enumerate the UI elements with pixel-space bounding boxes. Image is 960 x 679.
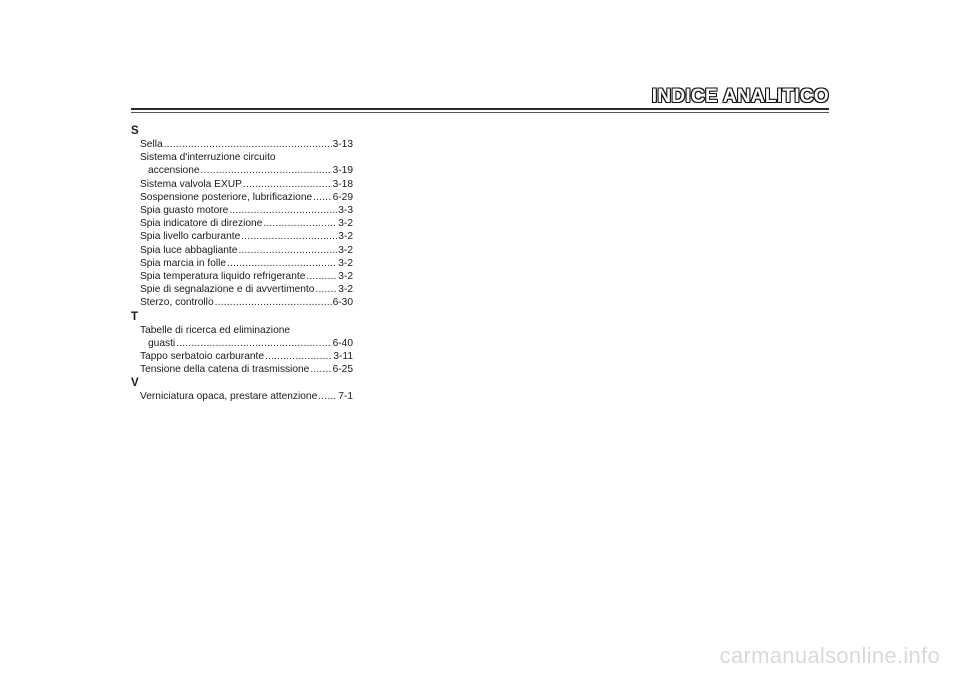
page-ref: 3-11 <box>333 351 353 363</box>
page-ref: 3-2 <box>338 244 353 256</box>
index-entry: Spie di segnalazione e di avvertimento ..... 3-2 <box>131 283 353 296</box>
page-ref: 6-29 <box>332 191 353 203</box>
index-entry: Tensione della catena di trasmissione ..... 6-25 <box>131 363 353 376</box>
index-entry: Spia marcia in folle ..... 3-2 <box>131 257 353 270</box>
page-ref: 3-2 <box>338 271 353 283</box>
page-ref: 3-13 <box>332 139 353 150</box>
page-ref: 6-40 <box>332 337 353 349</box>
index-column <box>131 124 353 404</box>
index-entry: Spia guasto motore ..... 3-3 <box>131 204 353 217</box>
index-entry: Verniciatura opaca, prestare attenzione ..... 7-1 <box>131 390 353 403</box>
index-entry: Spia temperatura liquido refrigerante ..... 3-2 <box>131 270 353 283</box>
page-ref: 3-2 <box>338 257 353 269</box>
page-ref: 3-3 <box>338 205 353 217</box>
index-entry: Sterzo, controllo ..... 6-30 <box>131 296 353 309</box>
page-ref: 3-18 <box>332 178 353 190</box>
section-letter-t: T <box>131 310 139 323</box>
index-entry-heading: Tabelle di ricerca ed eliminazione <box>140 324 291 336</box>
section-letter-v: V <box>131 377 139 390</box>
page-ref: 6-30 <box>332 297 353 309</box>
header-rule <box>131 108 829 110</box>
index-entry: Sella ..... 3-13 <box>131 138 353 151</box>
page-ref: 7-1 <box>338 391 353 403</box>
index-entry: Spia livello carburante ..... 3-2 <box>131 230 353 243</box>
page-ref: 3-19 <box>332 165 353 177</box>
page-ref: 6-25 <box>332 364 353 376</box>
index-entry: Spia luce abbagliante ..... 3-2 <box>131 244 353 257</box>
header-rule-thin <box>131 112 829 113</box>
index-entry: Spia indicatore di direzione ..... 3-2 <box>131 217 353 230</box>
watermark: carmanualsonline.info <box>719 643 940 668</box>
page-ref: 3-2 <box>338 218 353 230</box>
page-ref: 3-2 <box>338 284 353 296</box>
section-letter-s: S <box>131 125 139 137</box>
page-ref: 3-2 <box>338 231 353 243</box>
index-entry: accensione ..... 3-19 <box>131 164 353 177</box>
index-entry: Tappo serbatoio carburante ..... 3-11 <box>131 350 353 363</box>
index-entry: Sospensione posteriore, lubrificazione ..... 6-29 <box>131 191 353 204</box>
index-entry-heading: Sistema d'interruzione circuito <box>140 152 276 164</box>
page-title: INDICE ANALITICO <box>651 86 829 107</box>
index-entry: guasti ..... 6-40 <box>131 337 353 350</box>
index-entry: Sistema valvola EXUP ..... 3-18 <box>131 178 353 191</box>
